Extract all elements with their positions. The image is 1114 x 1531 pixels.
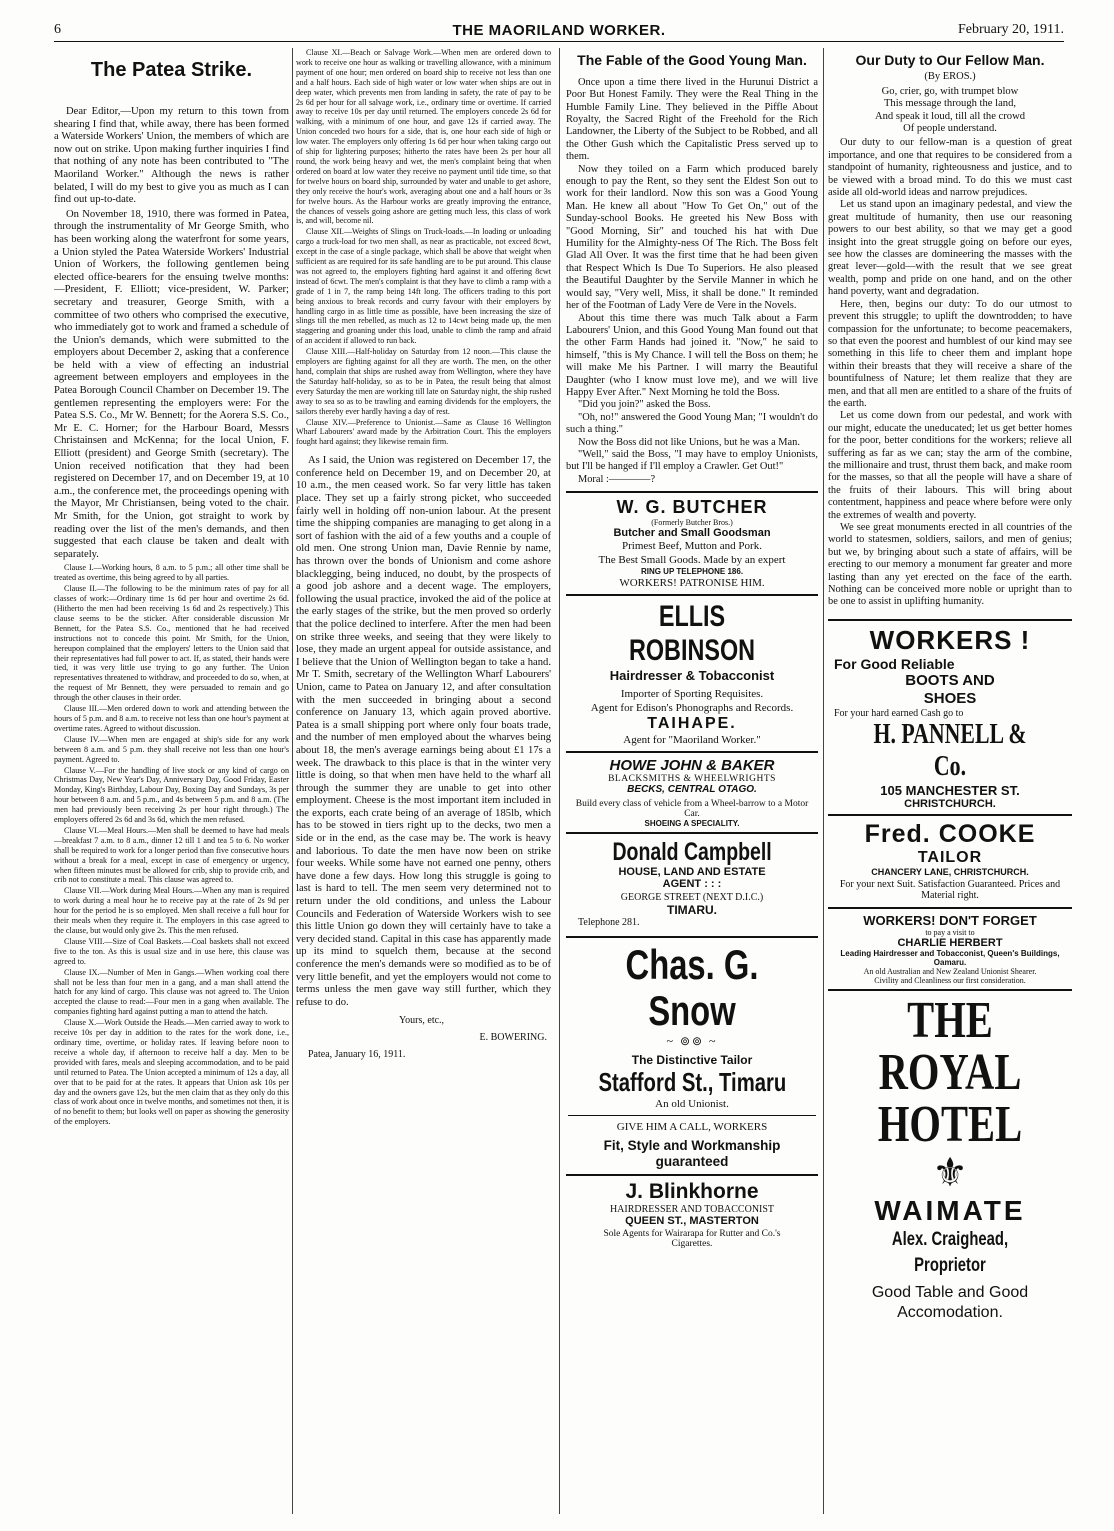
clause: Clause IX.—Number of Men in Gangs.—When working coal there shall not be less than four men in a gang, and a man shall attend the hatch for any kind of cargo. This clause was not agreed to. The Union accepted the clause to read:—Four men in a gang when available. The companies fighting hard against putting a man to attend the hatch. (54, 967, 289, 1017)
ad-name: Chas. G. Snow (625, 940, 759, 1034)
ad-line: Agent for "Maoriland Worker." (623, 733, 761, 746)
paragraph: Now they toiled on a Farm which produced barely enough to pay the Rent, so they sent the Eldest Son out to work for their landlord. Now this son was a Good Young Man. He knew all about "How To Get On," out of the Sunday-school Books. He greeted his New Boss with "Good Morning, Sir" and touched his hat with Due Humility for the Almighty-ness Of The Rich. The Boss felt Glad All Over. It was the first time that he had been given that Respect Which Is Due To Superiors. He also pleased the Beautiful Daughter by the Servile Manner in which he would say, "Very well, Miss, it shall be done." It reminded her of the Footman of Lady Vere de Vere in the Novels. (566, 163, 818, 312)
ad-proprietor: Alex. Craighead, Proprietor (891, 1228, 1009, 1276)
closing: Yours, etc., (398, 1015, 445, 1027)
ad-trade: HOUSE, LAND AND ESTATE AGENT : : : (618, 865, 766, 890)
ad-name: H. PANNELL & Co. (873, 718, 1027, 782)
ad-howe-john-baker (566, 751, 818, 832)
paragraph: We see great monuments erected in all countries of the world to statesmen, soldiers, sailors, and men of genius; but we, by bringing about such a state of affairs, will be erecting to our memory a monument far greater and more lasting than any yet erected on the face of the earth. Nothing can be conceived more noble or upright than to be one to assist in uplifting humanity. (828, 522, 1072, 608)
ad-line: BOOTS AND SHOES (905, 671, 995, 707)
article-body (828, 137, 1072, 608)
signature: E. BOWERING. (479, 1032, 547, 1044)
poem-line: Go, crier, go, with trumpet blow (881, 85, 1019, 97)
ad-phone: Telephone 281. (578, 916, 640, 928)
ad-pannell (828, 619, 1072, 814)
ad-place: BECKS, CENTRAL OTAGO. (627, 783, 757, 795)
ad-visit: to pay a visit to (925, 927, 975, 937)
ornament-icon: ~ ⊚⊚ ~ (666, 1033, 718, 1048)
ad-line: An old Unionist. (655, 1097, 729, 1110)
ad-royal-hotel (828, 989, 1072, 1331)
poem-line: And speak it loud, till all the crowd (874, 110, 1026, 122)
ad-name: J. Blinkhorne (625, 1179, 759, 1203)
ad-workers: WORKERS ! (869, 624, 1031, 655)
ad-line: GIVE HIM A CALL, WORKERS (568, 1115, 816, 1134)
paragraph: About this time there was much Talk about a Farm Labourers' Union, and this Good Young Man found out that the other Farm Hands had joined it. "Now," he said to himself, "this is My Chance. I will tell the Boss on them; he will make Me his Partner. I will marry the Beautiful Daughter (who I know must love me), and we will live Happy Ever After." Next Morning he told the Boss. (566, 312, 818, 398)
clause: Clause VII.—Work during Meal Hours.—When any man is required to work during a meal hour he to receive pay at the rate of 2s 9d per hour for the period he is so employed. Men shall receive a full hour for their meals when they require it. The employers in this case agreed to the clause, but would only give 2s. This the men refused. (54, 886, 289, 935)
article-title: Our Duty to Our Fellow Man. (855, 52, 1045, 68)
clause: Clause I.—Working hours, 8 a.m. to 5 p.m.; all other time shall be treated as overtime, this being agreed to by all parties. (54, 563, 289, 583)
column-2 (296, 48, 551, 1514)
ad-town: TIMARU. (667, 902, 717, 917)
column-rule (559, 48, 560, 1514)
ad-name: Donald Campbell (612, 837, 772, 866)
ad-name: W. G. BUTCHER (616, 496, 768, 517)
clauses (296, 48, 551, 447)
ad-trade: Leading Hairdresser and Tobacconist, Queen's Buildings, Oamaru. (840, 948, 1060, 967)
ad-trade: TAILOR (917, 848, 983, 866)
ad-ellis-robinson (566, 594, 818, 751)
fleur-icon: ⚜ (932, 1149, 968, 1195)
paragraph: "Did you join?" asked the Boss. (578, 399, 711, 411)
clause: Clause XIII.—Half-holiday on Saturday from 12 noon.—This clause the employers are fighting against for all they are worth. The men, on the other hand, complain that ships are rushed away from Wellington, where they have the Saturday half-holiday, so as to be in Patea, the result being that almost every Saturday the men are working till late on Saturday night, the ship rushed away to sea so as to be trawling and earning dividends for the employers, the sailors thereby ever hardly having a day of rest. (296, 347, 551, 416)
ad-blinkhorne (566, 1174, 818, 1255)
paragraph: On November 18, 1910, there was formed in Patea, through the instrumentality of Mr George Smith, who has been working along the waterfront for some years, a Union styled the Patea Waterside Workers' Industrial Union of Workers, the following gentlemen being elected office-bearers for the ensuing twelve months:—President, F. Elliott; vice-president, W. Parker; secretary and treasurer, George Smith, with a committee of two others who comprised the executive, who immediately got to work and framed a schedule of the Union's demands, which were submitted to the employers about December 2, asking that a conference be held with a view of effecting an industrial agreement between employers and employees in the Patea Borough Council Chamber on December 19. The gentlemen representing the employers were: For the Patea S.S. Co., Mr W. Bennett; for the Aorera S.S. Co., Mr E. C. Horner; for the Harbour Board, Messrs Christainsen and McKenna; for the local Union, F. Elliott (president) and George Smith (secretary). The Union received notification that they had been registered on December 17, and on December 19, at 10 a.m., the conference met, the proceedings opening with the Mayor, Mr Christiansen, being voted to the chair. Mr Smith, for the Union, got straight to work by reading over the list of the men's demands, and then suggested that each clause be taken and dealt with separately. (54, 208, 289, 560)
ad-special: SHOEING A SPECIALITY. (644, 818, 740, 828)
ad-line: Agent for Edison's Phonographs and Records. (590, 701, 794, 714)
ad-line: Build every class of vehicle from a Wheel-barrow to a Motor Car. (575, 798, 809, 819)
paragraph: Now the Boss did not like Unions, but he was a Man. (578, 436, 800, 448)
column-1 (54, 48, 289, 1514)
ad-name: HOWE JOHN & BAKER (609, 756, 775, 774)
ad-phone: RING UP TELEPHONE 186. (640, 566, 744, 576)
ad-tagline: Good Table and Good Accomodation. (871, 1283, 1029, 1321)
clause: Clause VI.—Meal Hours.—Men shall be deemed to have had meals—breakfast 7 a.m. to 8 a.m., dinner 12 till 1 and tea 5 to 6. No worker shall be required to work for a longer period than five consecutive hours without a break for a meal, except in case of emergency or urgency, when fifteen minutes must be allowed for crib, ship to provide crib, and crib not to constitute a meal. This clause was agreed to. (54, 825, 289, 885)
column-rule (823, 48, 824, 1514)
clause: Clause X.—Work Outside the Heads.—Men carried away to work to receive 10s per day in addition to the rates for the work done, i.e., ordinary time, overtime, or holiday rates. If leaving before noon to receive a whole day, if afternoon to receive half a day. Men to be provided with fares, meals and sleeping accommodation, and to be paid until returned to Patea. The Union accepted a minimum of 12s a day, all over that to be paid for at the rates. It appears that Union ask 10s per day and the owners gave 12s, but the men claim that as they only do this class of work about once in twelve months, and sometimes not then, it is of no benefit to them; but looks well on paper as showing the generosity of the employers. (54, 1018, 289, 1127)
clause: Clause XII.—Weights of Slings on Truck-loads.—In loading or unloading cargo a truck-load for two men shall, as near as practicable, not exceed 8cwt, except in the case of a single package, which shall be above that weight when sufficient as are required for its safe handling are to be put around. This clause was not agreed to, the employers fighting hard against it and offering 8cwt instead of 6cwt. The men's complaint is that they have to climb a ramp with a grade of 1 in 7, the ramp being 14ft long. The officers trading to this port being anxious to break records and curry favour with their employers by handling cargo in as little time as possible, have been increasing the size of slings till the men rebelled, as much as 12 to 14cwt being made up, the men staggering and groaning under this load, unable to climb the ramp and afraid of an accident if allowed to run back. (296, 227, 551, 346)
page-header (54, 22, 1064, 42)
article-body (296, 455, 551, 1009)
paragraph: "Oh, no!" answered the Good Young Man; "I wouldn't do such a thing." (566, 411, 818, 436)
ad-street: Stafford St., Timaru (598, 1066, 786, 1097)
ad-line: Civility and Cleanliness our first consideration. (874, 975, 1026, 985)
ad-line: Importer of Sporting Requisites. (620, 687, 764, 700)
clause: Clause II.—The following to be the minimum rates of pay for all classes of work:—Ordinary time 1s 6d per hour and overtime 2s 6d. (Hitherto the men had been receiving 1s 6d and 2s respectively.) This clause seems to be the sticker. After considerable discussion Mr Bennett, for the Patea S.S. Co., mentioned that he had received instructions not to concede this point. Mr Smith, for the Union, hereupon complained that the employers' letters to the Union said that their representatives had full power to act. If, as stated, their hands were tied, it was very little use trying to go any further. The Union representatives threatened to withdraw, and proceeded to do so, when, at the request of Mr Bennett, they were persuaded to remain and go through the other clauses in their order. (54, 584, 289, 703)
ad-trade: Hairdresser & Tobacconist (609, 667, 775, 683)
poem (828, 86, 1072, 136)
ad-address: QUEEN ST., MASTERTON (625, 1214, 759, 1227)
ad-butcher (566, 491, 818, 594)
byline: (By EROS.) (924, 70, 976, 82)
ad-name: ELLIS ROBINSON (628, 599, 756, 667)
clause: Clause IV.—When men are engaged at ship's side for any work between 8 a.m. and 5 p.m. they shall receive not less than one hour's payment. Agreed to. (54, 734, 289, 764)
article-title: The Fable of the Good Young Man. (577, 52, 807, 68)
article-body (566, 77, 818, 474)
ad-line: Sole Agents for Wairarapa for Rutter and Co.'s Cigarettes. (603, 1228, 781, 1249)
paragraph: Dear Editor,—Upon my return to this town from shearing I find that, while away, there has been formed a Waterside Workers' Union, the members of which are now out on strike. Upon making further inquiries I find that nothing of any note has been contributed to "The Maoriland Worker." Although the news is rather belated, I will do my best to give you as much as I can find out up-to-date. (54, 106, 289, 206)
ad-fred-cooke (828, 814, 1072, 907)
ad-name: THE ROYAL HOTEL (877, 991, 1023, 1153)
clause: Clause XI.—Beach or Salvage Work.—When men are ordered down to work to receive one hour as walking or travelling allowance, with a minimum payment of one hour; men ordered on board ship to receive not less than one and a half hours. Each side of high water or low water when ships are out in deep water, which prevents men from landing in safety, the rate of pay to be 2s 6d per hour for all salvage work, i.e., ordinary time or overtime. If carried away to receive 10s per day until returned. The employers concede 2s 6d for walking, with a minimum of one hour, and gave 12s if carried away. The Union conceded two hours for a side, that is, one hour each side of high or low water. The employers only offering 1s 6d per hour when taking cargo out of ship for lightering purposes; hitherto the rates have been 2s per hour all round, the work being heavy and wet, the men's complaint being that when ordered on board at low water they receive no payment until tide time, so that for twelve hours on board ship, surrounded by water and unable to get ashore, they only receive the hour's work, averaging about one and a half hours or 3s for twelve hours. As the Harbour works are greatly improving the entrance, the chances of vessels going ashore are getting much less, this class of work is, and will, become nil. (296, 48, 551, 226)
paragraph: Let us stand upon an imaginary pedestal, and view the great multitude of humanity, then use our reasoning powers to our best ability, so that we may get a good insight into the great struggle going on before our eyes, see how the classes are domineering the masses with the great lever—gold—with the result that we see great wealth, pomp and pride on one hand, and on the other hand poverty, want and degradation. (828, 199, 1072, 298)
moral: Moral :————? (578, 473, 656, 485)
ad-trade: HAIRDRESSER AND TOBACCONIST (609, 1203, 775, 1215)
ad-address: GEORGE STREET (NEXT D.I.C.) (620, 891, 764, 903)
article-title: The Patea Strike. (90, 59, 253, 81)
ad-town: WAIMATE (874, 1194, 1026, 1226)
clause: Clause III.—Men ordered down to work and attending between the hours of 5 p.m. and 8 a.m. to receive not less than one hour's payment at overtime rates. Agreed to without discussion. (54, 704, 289, 733)
clause: Clause V.—For the handling of live stock or any kind of cargo on Christmas Day, New Year's Day, Anniversary Day, Good Friday, Easter Monday, King's Birthday, Labour Day, Boxing Day and Sundays, 3s per hour between 8 a.m. and 5 p.m., and 4s between 5 p.m. and 8 a.m. (The men had previously been receiving 2s per hour right through.) The employers offered 2s 6d and 3s 6d, which the men refused. (54, 765, 289, 825)
ad-donald-campbell (566, 832, 818, 932)
poem-line: This message through the land, (883, 98, 1017, 110)
clause: Clause VIII.—Size of Coal Baskets.—Coal baskets shall not exceed five to the ton. As this is usual size and in use here, this clause was agreed to. (54, 936, 289, 966)
clause: Clause XIV.—Preference to Unionist.—Same as Clause 16 Wellington Wharf Labourers' award made by the Arbitration Court. This the employers fought hard against; they likewise remain firm. (296, 417, 551, 447)
ad-charlie-herbert (828, 907, 1072, 989)
place-date: Patea, January 16, 1911. (308, 1049, 406, 1061)
paragraph: Our duty to our fellow-man is a question of great importance, and one that requires to be considered from a standpoint of humanity, righteousness and justice, and to be viewed with a broad mind. To do this we must cast aside all old-world ideas and narrow prejudices. (828, 137, 1072, 199)
clauses (54, 563, 289, 1127)
ad-name: CHARLIE HERBERT (897, 936, 1003, 949)
paragraph: "Well," said the Boss, "I may have to employ Unionists, but I'll be hanged if I'll employ a Crawler. Get Out!" (566, 448, 818, 473)
ad-slogan: WORKERS! PATRONISE HIM. (619, 576, 765, 589)
paragraph: As I said, the Union was registered on December 17, the conference held on December 19, and on December 20, at 10 a.m., the men ceased work. So far very little has taken place. They set up a fairly strong picket, who succeeded fairly well in holding off non-union labour. At the present time the shipping companies are managing to get along in a sort of fashion with the aid of a few youths and a couple of old men. One strong Union man, Davie Rennie by name, has thrown over the bonds of Unionism and come ashore blacklegging, being induced, no doubt, by the prospects of a good job ashore and a decent wage. The employers, following the usual practice, invoked the aid of the police at the early stages of the strike, but the men proved so orderly that the police declined to interfere. After the men had been on strike three weeks, and seeing that they were likely to lose, they made an urgent appeal for outside assistance, and I believe that the Union of Wellington began to take a hand. Mr T. Smith, secretary of the Wellington Wharf Labourers' Union, came to Patea on January 12, and after consultation with the men succeeded in bringing about a second conference on January 13, which again proved abortive. Patea is a small shipping port where only four boats trade, and the number of men employed about the wharves being about 18, the men's average earnings being about £1 17s a week. The drawback to this place is that in the winter very little is doing, so that when men have held to the wharf all through the summer they are unable to get into other employment. Cheese is the most important item included in the exports, each crate being of an average of 185lb, which has to be stowed in tiers right up to the decks, two men a side or in the end, as the case may be. The work is heavy and laborious. To date the men have now been on strike four weeks. While some have not earned one penny, others have done a few days. How long this struggle is going to last is hard to tell. The men seem very determined not to return under the old conditions, and unless the Labour Councils and Federation of Waterside Workers wish to see this little Union go down they will certainly have to take a very decided stand. Capital in this case has apparently made up its mind to squelch them, because at the second conference the men's demands were so modified as to be of very little benefit, and yet the employers would not come to terms unless the men gave way still further, which they refuse to do. (296, 455, 551, 1008)
column-4 (828, 48, 1072, 1514)
ad-line: Primest Beef, Mutton and Pork. (622, 539, 762, 552)
ad-line: For your hard earned Cash go to (834, 707, 964, 719)
ad-line: For Good Reliable (834, 655, 955, 672)
ad-formerly: (Formerly Butcher Bros.) (651, 517, 733, 527)
column-rule (292, 48, 293, 1514)
ad-address: 105 MANCHESTER ST. (880, 782, 1020, 798)
column-3 (566, 48, 818, 1514)
article-body (54, 106, 289, 561)
ad-chas-snow (566, 936, 818, 1174)
ad-trade: BLACKSMITHS & WHEELWRIGHTS (608, 773, 776, 784)
paragraph: Here, then, begins our duty: To do our utmost to prevent this struggle; to uplift the downtrodden; to have compassion for the unfortunate; to become peacemakers, so that even the poorest and humblest of our kind may see something in this life to cheer them and implant hope within their breasts that they will receive a share of the bountifulness of Nature; let them realize that they are men, and that all men are entitled to a share of the fruits of the earth. (828, 298, 1072, 409)
ad-line: The Best Small Goods. Made by an expert (598, 553, 786, 566)
paragraph: Let us come down from our pedestal, and work with our might, educate the uneducated; let us get better homes for the poor, better conditions for the workers; relieve all suffering as far as we can; stay the arm of the combine, the millionaire and trust, thrust them back, and make room for the masses, so that all the people will have a share of the fruits of their labours. This will bring about contentment, happiness and peace where before were only the extremes of wealth and poverty. (828, 410, 1072, 521)
ad-line: An old Australian and New Zealand Unionist Shearer. (863, 966, 1037, 976)
ad-name: Fred. COOKE (864, 819, 1036, 848)
page-number: 6 (54, 22, 61, 37)
poem-line: Of people understand. (903, 123, 997, 135)
ad-trade: Butcher and Small Goodsman (613, 526, 771, 539)
ad-address: CHANCERY LANE, CHRISTCHURCH. (871, 866, 1029, 877)
ad-head: WORKERS! DON'T FORGET (863, 912, 1037, 928)
ad-line: For your next Suit. Satisfaction Guaranteed. Prices and Material right. (839, 878, 1061, 901)
ad-town: CHRISTCHURCH. (904, 797, 996, 810)
ad-fit: Fit, Style and Workmanship guaranteed (603, 1137, 781, 1169)
masthead: THE MAORILAND WORKER. (452, 22, 666, 39)
issue-date: February 20, 1911. (957, 22, 1064, 37)
ad-town: TAIHAPE. (647, 714, 737, 732)
ad-trade: The Distinctive Tailor (631, 1052, 753, 1067)
paragraph: Once upon a time there lived in the Hurunui District a Poor But Honest Family. They were the Real Thing in the Humble Family Line. They believed in the Piffle About Royalty, the Sacred Right of the Freehold for the Rich Landowner, the Liberty of the Subject to be Robbed, and all the Other Gush which the Capitalistic Press served up to them. (566, 76, 818, 163)
